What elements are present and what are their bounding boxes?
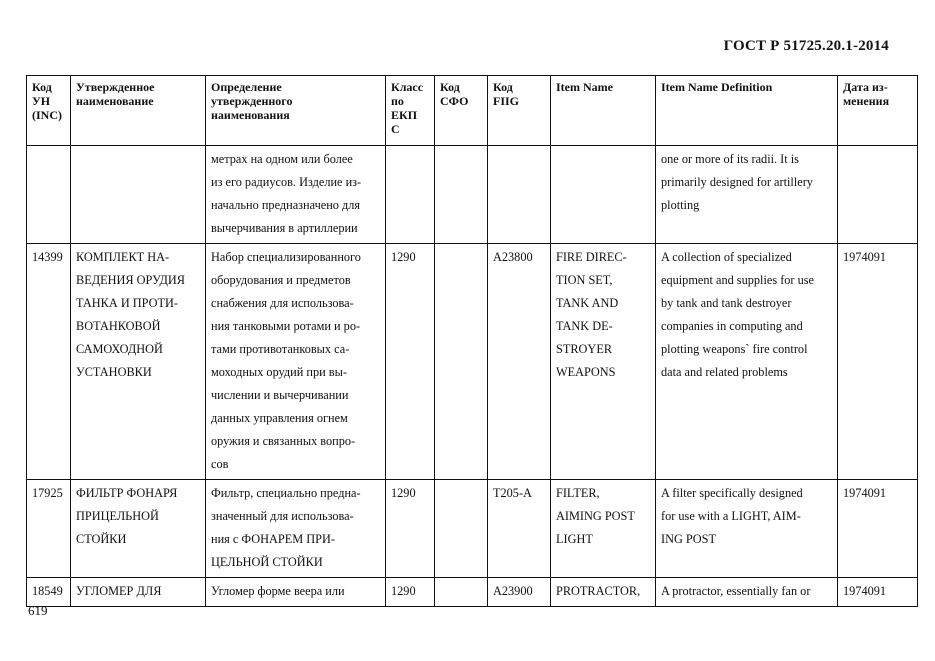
cell-line: 1974091 <box>843 584 887 598</box>
cell-line: A filter specifically designed <box>661 486 803 500</box>
cell-change-date <box>838 244 918 480</box>
cell-line: Набор специализированного <box>211 250 361 264</box>
cell-line: PROTRACTOR, <box>556 584 641 598</box>
cell-line: FILTER, <box>556 486 600 500</box>
cell-line: из его радиусов. Изделие из- <box>211 175 362 189</box>
cell-change-date <box>838 578 918 607</box>
cell-line: вычерчивания в артиллерии <box>211 221 358 235</box>
cell-class-ekps <box>386 480 435 578</box>
cell-line: ПРИЦЕЛЬНОЙ <box>76 509 159 523</box>
cell-line: one or more of its radii. It is <box>661 152 799 166</box>
cell-class-ekps <box>386 146 435 244</box>
cell-line: FIRE DIREC- <box>556 250 627 264</box>
cell-line: TANK DE- <box>556 319 613 333</box>
cell-line: 14399 <box>32 250 63 264</box>
header-line: наименование <box>76 94 154 108</box>
cell-code-sfo <box>435 244 488 480</box>
column-header-definition <box>206 76 386 146</box>
header-line: СФО <box>440 94 469 108</box>
header-line: ЕКП <box>391 108 418 122</box>
cell-line: STROYER <box>556 342 613 356</box>
cell-code-fiig <box>488 146 551 244</box>
cell-line: 1290 <box>391 250 416 264</box>
table-header <box>27 76 918 146</box>
cell-line: значенный для использова- <box>211 509 354 523</box>
cell-line: by tank and tank destroyer <box>661 296 792 310</box>
header-line: Код <box>493 80 513 94</box>
cell-line: A23900 <box>493 584 533 598</box>
table-row <box>27 244 918 480</box>
cell-line: ING POST <box>661 532 716 546</box>
header-line: Определение <box>211 80 282 94</box>
cell-line: снабжения для использова- <box>211 296 354 310</box>
table-row <box>27 480 918 578</box>
cell-item-name <box>551 146 656 244</box>
cell-code-sfo <box>435 146 488 244</box>
cell-line: companies in computing and <box>661 319 803 333</box>
cell-line: числении и вычерчивании <box>211 388 349 402</box>
cell-code-inc <box>27 480 71 578</box>
cell-code-fiig <box>488 480 551 578</box>
column-header-code-sfo <box>435 76 488 146</box>
cell-line: ФИЛЬТР ФОНАРЯ <box>76 486 178 500</box>
cell-item-name <box>551 578 656 607</box>
cell-line: A23800 <box>493 250 533 264</box>
column-header-code-fiig <box>488 76 551 146</box>
cell-code-inc <box>27 146 71 244</box>
cell-line: AIMING POST <box>556 509 635 523</box>
cell-definition <box>206 578 386 607</box>
cell-line: данных управления огнем <box>211 411 348 425</box>
cell-line: T205-A <box>493 486 532 500</box>
header-line: менения <box>843 94 890 108</box>
cell-line: СТОЙКИ <box>76 532 127 546</box>
header-line: по <box>391 94 404 108</box>
nomenclature-table <box>26 75 918 607</box>
cell-item-name <box>551 480 656 578</box>
cell-line: моходных орудий при вы- <box>211 365 347 379</box>
table-body <box>27 146 918 607</box>
header-line: С <box>391 122 400 136</box>
cell-line: УСТАНОВКИ <box>76 365 152 379</box>
cell-approved-name <box>71 578 206 607</box>
cell-line: сов <box>211 457 229 471</box>
cell-line: data and related problems <box>661 365 788 379</box>
cell-line: тами противотанковых са- <box>211 342 350 356</box>
header-line: УН <box>32 94 51 108</box>
cell-line: 17925 <box>32 486 63 500</box>
cell-line: 1290 <box>391 486 416 500</box>
header-row <box>27 76 918 146</box>
cell-item-name-definition <box>656 480 838 578</box>
cell-line: 1290 <box>391 584 416 598</box>
column-header-item-name-definition <box>656 76 838 146</box>
cell-line: метрах на одном или более <box>211 152 353 166</box>
cell-class-ekps <box>386 578 435 607</box>
cell-line: оборудования и предметов <box>211 273 351 287</box>
cell-line: Угломер форме веера или <box>211 584 345 598</box>
cell-line: equipment and supplies for use <box>661 273 814 287</box>
cell-line: КОМПЛЕКТ НА- <box>76 250 170 264</box>
cell-item-name-definition <box>656 146 838 244</box>
cell-line: САМОХОДНОЙ <box>76 342 163 356</box>
cell-line: ния с ФОНАРЕМ ПРИ- <box>211 532 335 546</box>
standard-code: ГОСТ Р 51725.20.1-2014 <box>723 38 889 54</box>
cell-line: УГЛОМЕР ДЛЯ <box>76 584 162 598</box>
header-line: утвержденного <box>211 94 293 108</box>
cell-line: ВЕДЕНИЯ ОРУДИЯ <box>76 273 185 287</box>
cell-line: 18549 <box>32 584 63 598</box>
cell-line: WEAPONS <box>556 365 616 379</box>
cell-line: Фильтр, специально предна- <box>211 486 361 500</box>
header-line: (INC) <box>32 108 62 122</box>
table-row <box>27 578 918 607</box>
cell-line: plotting <box>661 198 700 212</box>
cell-line: 1974091 <box>843 486 887 500</box>
cell-code-fiig <box>488 244 551 480</box>
cell-definition <box>206 480 386 578</box>
cell-line: A protractor, essentially fan or <box>661 584 811 598</box>
cell-change-date <box>838 480 918 578</box>
cell-line: LIGHT <box>556 532 593 546</box>
column-header-class-ekps <box>386 76 435 146</box>
cell-line: ния танковыми ротами и ро- <box>211 319 361 333</box>
column-header-change-date <box>838 76 918 146</box>
cell-line: ЦЕЛЬНОЙ СТОЙКИ <box>211 555 323 569</box>
cell-item-name-definition <box>656 578 838 607</box>
cell-change-date <box>838 146 918 244</box>
cell-definition <box>206 146 386 244</box>
column-header-code-inc <box>27 76 71 146</box>
header-line: FIIG <box>493 94 520 108</box>
header-line: Утвержденное <box>76 80 155 94</box>
cell-line: for use with a LIGHT, AIM- <box>661 509 801 523</box>
header-line: наименования <box>211 108 290 122</box>
header-line: Дата из- <box>843 80 888 94</box>
cell-line: ТАНКА И ПРОТИ- <box>76 296 179 310</box>
cell-line: primarily designed for artillery <box>661 175 813 189</box>
cell-line: TANK AND <box>556 296 619 310</box>
header-line: Класс <box>391 80 424 94</box>
header-line: Item Name Definition <box>661 80 773 94</box>
cell-class-ekps <box>386 244 435 480</box>
table-row <box>27 146 918 244</box>
column-header-item-name <box>551 76 656 146</box>
page-number: 619 <box>28 603 48 618</box>
header-line: Код <box>32 80 52 94</box>
cell-line: 1974091 <box>843 250 887 264</box>
column-header-approved-name <box>71 76 206 146</box>
cell-approved-name <box>71 146 206 244</box>
header-line: Код <box>440 80 460 94</box>
cell-code-sfo <box>435 578 488 607</box>
cell-line: ВОТАНКОВОЙ <box>76 319 161 333</box>
cell-code-inc <box>27 244 71 480</box>
cell-approved-name <box>71 480 206 578</box>
cell-approved-name <box>71 244 206 480</box>
cell-definition <box>206 244 386 480</box>
cell-item-name <box>551 244 656 480</box>
cell-item-name-definition <box>656 244 838 480</box>
cell-code-fiig <box>488 578 551 607</box>
header-line: Item Name <box>556 80 613 94</box>
cell-line: TION SET, <box>556 273 613 287</box>
cell-line: начально предназначено для <box>211 198 361 212</box>
cell-line: A collection of specialized <box>661 250 792 264</box>
cell-code-sfo <box>435 480 488 578</box>
cell-line: plotting weapons` fire control <box>661 342 808 356</box>
cell-line: оружия и связанных вопро- <box>211 434 356 448</box>
